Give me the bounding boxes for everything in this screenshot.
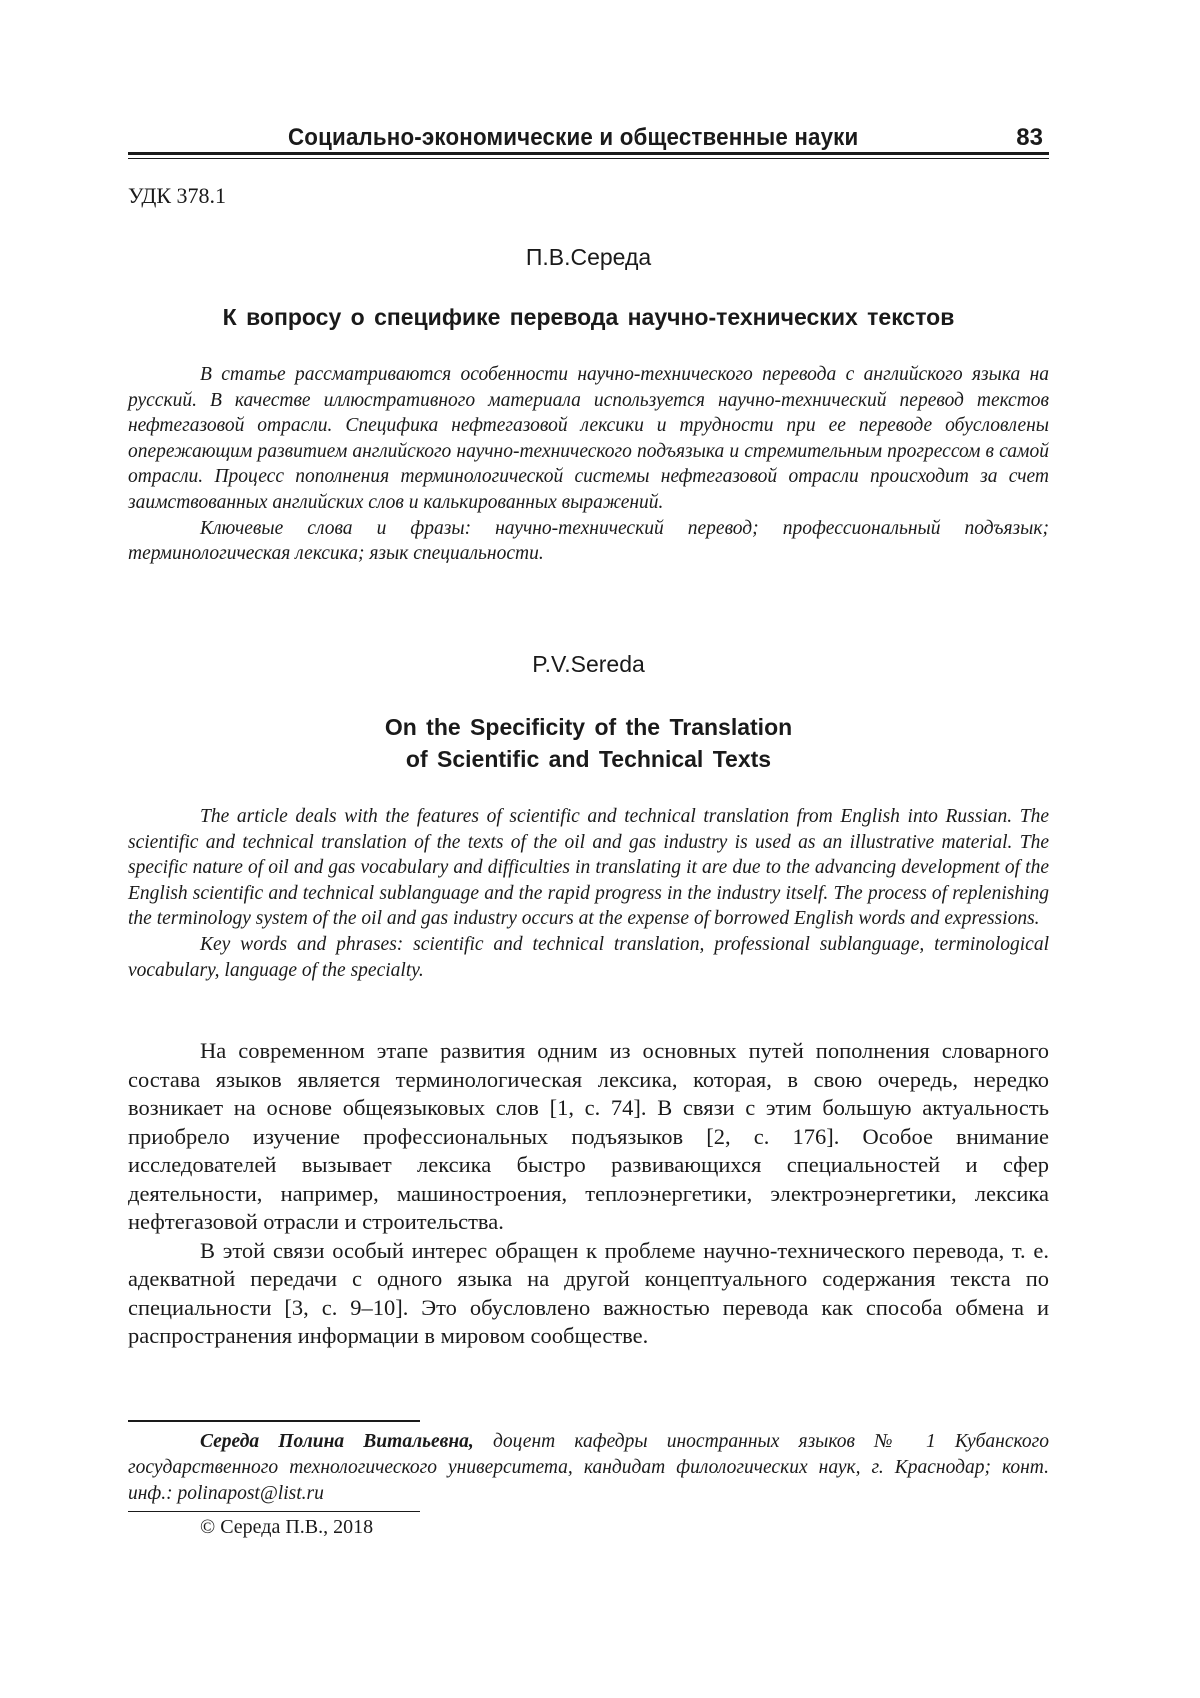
footnote-author-info: доцент кафедры иностранных языков № 1 Кубанского государственного технологического университета, кандидат филологических наук, г. Краснодар; конт. инф.: polinapost@list.ru [128, 1431, 1049, 1504]
footnote-rule [128, 1420, 420, 1422]
running-header-section: Социально-экономические и общественные науки [288, 124, 859, 151]
copyright-notice: © Середа П.В., 2018 [200, 1516, 374, 1538]
udk-code: УДК 378.1 [128, 183, 227, 208]
body-paragraph: На современном этапе развития одним из основных путей пополнения словарного состава языков является терминологическая лексика, которая, в свою очередь, нередко возникает на основе общеязыковых слов [1, с. 74]. В связи с этим большую актуальность приобрело изучение профессиональных подъязыков [2, с. 176]. Особое внимание исследователей вызывает лексика быстро развивающихся специальностей и сфер деятельности, например, машиностроения, теплоэнергетики, электроэнергетики, лексика нефтегазовой отрасли и строительства. [128, 1038, 1049, 1234]
copyright-rule [128, 1511, 420, 1512]
abstract-en-text: The article deals with the features of scientific and technical translation from English into Russian. The scientific and technical translation of the texts of the oil and gas industry is used as an illustrative material. The specific nature of oil and gas vocabulary and difficulties in translating it are due to the advancing development of the English scientific and technical sublanguage and the rapid progress in the industry itself. The process of replenishing the terminology system of the oil and gas industry occurs at the expense of borrowed English words and expressions. [128, 806, 1049, 930]
body-text [128, 1037, 1049, 1351]
page-number: 83 [1016, 124, 1043, 151]
author-footnote [128, 1429, 1049, 1507]
header-rule-thin [128, 158, 1049, 159]
abstract-en [128, 804, 1049, 983]
article-title-ru: К вопросу о специфике перевода научно-технических текстов [222, 304, 955, 330]
abstract-ru-text: В статье рассматриваются особенности научно-технического перевода с английского языка на русский. В качестве иллюстративного материала используется научно-технический перевод текстов нефтегазовой отрасли. Специфика нефтегазовой лексики и трудности при ее переводе обусловлены опережающим развитием английского научно-технического подъязыка и стремительным прогрессом в самой отрасли. Процесс пополнения терминологической системы нефтегазовой отрасли происходит за счет заимствованных английских слов и калькированных выражений. [128, 364, 1049, 513]
footnote-paragraph [128, 1429, 1049, 1507]
header-rule-thick [128, 152, 1049, 155]
running-header [128, 120, 1049, 164]
body-paragraph: В этой связи особый интерес обращен к проблеме научно-технического перевода, т. е. адекватной передачи с одного языка на другой концептуального содержания текста по специальности [3, с. 9–10]. Это обусловлено важностью перевода как способа обмена и распространения информации в мировом сообществе. [128, 1237, 1049, 1348]
article-title-en [128, 711, 1049, 775]
author-en: P.V.Sereda [532, 651, 645, 677]
article-title-en-line1: On the Specificity of the Translation [384, 714, 793, 740]
footnote-author-name: Середа Полина Витальевна, [200, 1431, 474, 1452]
abstract-ru [128, 362, 1049, 567]
keywords-ru: Ключевые слова и фразы: научно-технический перевод; профессиональный подъязык; терминологическая лексика; язык специальности. [128, 517, 1049, 565]
keywords-en: Key words and phrases: scientific and technical translation, professional sublanguage, terminological vocabulary, language of the specialty. [128, 933, 1049, 981]
article-title-en-line2: of Scientific and Technical Texts [405, 746, 772, 772]
author-ru: П.В.Середа [525, 244, 652, 270]
